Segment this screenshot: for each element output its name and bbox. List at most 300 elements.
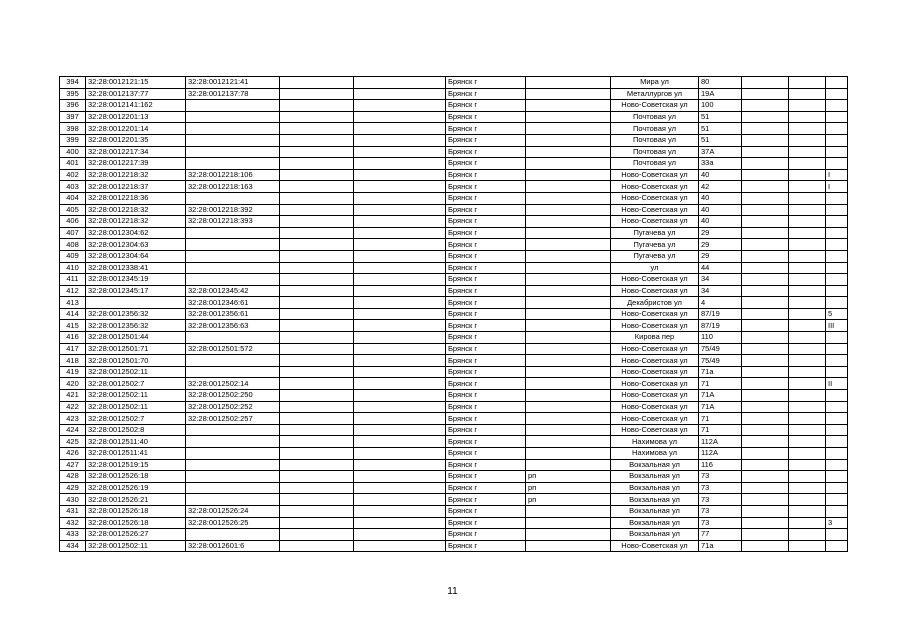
table-cell: Ново-Советская ул — [611, 390, 699, 402]
table-cell — [354, 343, 446, 355]
table-cell — [742, 250, 789, 262]
table-cell — [354, 378, 446, 390]
table-cell — [789, 88, 826, 100]
table-cell — [280, 169, 354, 181]
table-cell: 404 — [60, 192, 86, 204]
table-cell — [742, 494, 789, 506]
table-row — [60, 378, 848, 390]
table-cell — [826, 343, 848, 355]
table-cell: III — [826, 320, 848, 332]
table-cell: 4 — [699, 297, 742, 309]
table-cell — [826, 529, 848, 541]
table-cell — [280, 413, 354, 425]
table-cell: Ново-Советская ул — [611, 181, 699, 193]
table-cell: Ново-Советская ул — [611, 320, 699, 332]
table-cell — [826, 448, 848, 460]
table-row — [60, 320, 848, 332]
table-cell — [789, 77, 826, 89]
table-cell — [742, 274, 789, 286]
table-cell: II — [826, 378, 848, 390]
table-cell: Брянск г — [446, 227, 526, 239]
table-cell — [826, 366, 848, 378]
table-cell — [354, 494, 446, 506]
table-cell: 51 — [699, 134, 742, 146]
table-cell: 32:28:0012356:32 — [86, 320, 186, 332]
table-cell: 32:28:0012345:42 — [186, 285, 280, 297]
table-cell: 32:28:0012526:18 — [86, 471, 186, 483]
table-cell: 32:28:0012356:32 — [86, 308, 186, 320]
table-cell: Нахимова ул — [611, 436, 699, 448]
table-cell — [826, 436, 848, 448]
table-cell — [826, 390, 848, 402]
table-cell — [742, 285, 789, 297]
table-cell — [826, 262, 848, 274]
table-cell — [526, 332, 611, 344]
table-cell: 32:28:0012511:40 — [86, 436, 186, 448]
table-cell — [526, 192, 611, 204]
table-cell — [280, 262, 354, 274]
table-cell — [526, 401, 611, 413]
table-cell: 428 — [60, 471, 86, 483]
table-cell — [280, 227, 354, 239]
table-cell — [186, 227, 280, 239]
table-cell — [742, 436, 789, 448]
table-cell — [354, 169, 446, 181]
table-cell: рп — [526, 482, 611, 494]
table-row — [60, 308, 848, 320]
table-cell — [280, 88, 354, 100]
table-row — [60, 123, 848, 135]
table-cell — [186, 529, 280, 541]
table-cell — [742, 366, 789, 378]
table-cell — [280, 482, 354, 494]
table-cell: 32:28:0012526:27 — [86, 529, 186, 541]
table-cell — [789, 111, 826, 123]
table-cell — [186, 436, 280, 448]
table-cell: 51 — [699, 123, 742, 135]
table-cell — [526, 181, 611, 193]
table-row — [60, 204, 848, 216]
table-cell: Ново-Советская ул — [611, 355, 699, 367]
table-cell — [280, 297, 354, 309]
table-cell — [826, 413, 848, 425]
table-cell — [826, 250, 848, 262]
table-row — [60, 169, 848, 181]
table-cell: Брянск г — [446, 529, 526, 541]
table-cell: 29 — [699, 227, 742, 239]
table-cell: 419 — [60, 366, 86, 378]
table-cell — [789, 274, 826, 286]
table-cell — [742, 169, 789, 181]
table-row — [60, 134, 848, 146]
table-cell — [354, 482, 446, 494]
table-cell: 414 — [60, 308, 86, 320]
table-cell: 71А — [699, 401, 742, 413]
table-cell — [826, 482, 848, 494]
table-cell — [742, 378, 789, 390]
table-cell: 413 — [60, 297, 86, 309]
table-cell: 40 — [699, 192, 742, 204]
table-cell: 32:28:0012526:21 — [86, 494, 186, 506]
table-cell: 424 — [60, 424, 86, 436]
table-cell: 32:28:0012526:18 — [86, 517, 186, 529]
table-cell — [526, 239, 611, 251]
table-cell — [789, 158, 826, 170]
table-cell — [789, 482, 826, 494]
table-cell: 416 — [60, 332, 86, 344]
table-cell — [826, 424, 848, 436]
table-cell — [280, 366, 354, 378]
table-cell — [742, 413, 789, 425]
table-row — [60, 285, 848, 297]
table-cell: Брянск г — [446, 169, 526, 181]
table-cell — [789, 297, 826, 309]
table-cell — [789, 355, 826, 367]
table-cell: 110 — [699, 332, 742, 344]
table-cell: 32:28:0012502:11 — [86, 390, 186, 402]
table-cell: Брянск г — [446, 448, 526, 460]
table-cell — [526, 517, 611, 529]
table-cell: 32:28:0012201:13 — [86, 111, 186, 123]
table-cell — [86, 297, 186, 309]
table-cell: Брянск г — [446, 482, 526, 494]
table-cell: 397 — [60, 111, 86, 123]
table-cell — [280, 355, 354, 367]
table-cell: 400 — [60, 146, 86, 158]
table-cell — [789, 181, 826, 193]
table-cell: 409 — [60, 250, 86, 262]
table-cell — [789, 216, 826, 228]
table-cell: 32:28:0012526:25 — [186, 517, 280, 529]
table-cell: 19А — [699, 88, 742, 100]
table-cell — [789, 401, 826, 413]
table-cell — [280, 250, 354, 262]
table-cell: 71А — [699, 390, 742, 402]
table-cell: 32:28:0012502:257 — [186, 413, 280, 425]
table-cell: 32:28:0012526:19 — [86, 482, 186, 494]
table-cell — [789, 262, 826, 274]
table-row — [60, 459, 848, 471]
table-cell: 32:28:0012501:572 — [186, 343, 280, 355]
table-cell: 32:28:0012304:64 — [86, 250, 186, 262]
table-cell: 32:28:0012502:7 — [86, 378, 186, 390]
table-body — [60, 77, 848, 552]
table-cell: Ново-Советская ул — [611, 413, 699, 425]
table-cell — [826, 77, 848, 89]
table-cell — [280, 540, 354, 552]
table-cell: Брянск г — [446, 424, 526, 436]
table-cell — [280, 401, 354, 413]
table-cell — [526, 158, 611, 170]
table-cell — [826, 123, 848, 135]
table-cell — [742, 77, 789, 89]
table-cell — [280, 320, 354, 332]
table-cell: 32:28:0012217:39 — [86, 158, 186, 170]
table-cell — [526, 285, 611, 297]
table-cell — [354, 448, 446, 460]
table-cell: Брянск г — [446, 390, 526, 402]
table-cell — [354, 308, 446, 320]
table-cell — [742, 216, 789, 228]
table-cell — [789, 308, 826, 320]
table-cell: Ново-Советская ул — [611, 540, 699, 552]
table-cell: Брянск г — [446, 111, 526, 123]
table-cell — [186, 471, 280, 483]
table-cell — [354, 297, 446, 309]
table-row — [60, 424, 848, 436]
table-cell — [526, 169, 611, 181]
table-cell: 403 — [60, 181, 86, 193]
table-row — [60, 355, 848, 367]
table-cell — [526, 448, 611, 460]
table-cell — [526, 274, 611, 286]
table-row — [60, 366, 848, 378]
table-cell: Почтовая ул — [611, 123, 699, 135]
table-cell: Брянск г — [446, 436, 526, 448]
table-cell — [742, 204, 789, 216]
table-cell — [526, 111, 611, 123]
table-cell — [742, 482, 789, 494]
table-cell — [789, 540, 826, 552]
table-cell: 32:28:0012502:7 — [86, 413, 186, 425]
table-cell — [280, 192, 354, 204]
table-cell — [354, 158, 446, 170]
table-cell — [354, 285, 446, 297]
table-cell — [354, 262, 446, 274]
table-cell: Металлургов ул — [611, 88, 699, 100]
table-cell: Ново-Советская ул — [611, 285, 699, 297]
table-cell: Вокзальная ул — [611, 482, 699, 494]
table-cell — [186, 482, 280, 494]
table-cell — [826, 158, 848, 170]
table-cell — [186, 123, 280, 135]
table-cell — [789, 239, 826, 251]
table-cell: 396 — [60, 100, 86, 112]
property-table — [59, 76, 848, 552]
table-cell — [280, 123, 354, 135]
table-cell: 32:28:0012218:32 — [86, 204, 186, 216]
table-cell — [186, 134, 280, 146]
table-cell: Брянск г — [446, 494, 526, 506]
table-cell — [354, 88, 446, 100]
table-cell: Брянск г — [446, 262, 526, 274]
table-cell — [826, 459, 848, 471]
table-cell — [354, 239, 446, 251]
table-cell: ул — [611, 262, 699, 274]
table-cell — [280, 216, 354, 228]
table-cell — [742, 308, 789, 320]
table-cell: рп — [526, 471, 611, 483]
table-row — [60, 274, 848, 286]
table-row — [60, 529, 848, 541]
table-cell: Ново-Советская ул — [611, 204, 699, 216]
table-cell: 32:28:0012218:393 — [186, 216, 280, 228]
table-cell: Пугачева ул — [611, 227, 699, 239]
table-row — [60, 401, 848, 413]
table-cell — [826, 216, 848, 228]
table-cell: 32:28:0012217:34 — [86, 146, 186, 158]
table-cell — [789, 123, 826, 135]
table-cell — [526, 366, 611, 378]
table-cell — [526, 540, 611, 552]
table-cell: 406 — [60, 216, 86, 228]
table-cell — [826, 146, 848, 158]
table-cell — [742, 134, 789, 146]
table-cell — [826, 88, 848, 100]
table-cell — [280, 308, 354, 320]
table-cell — [742, 540, 789, 552]
table-cell — [742, 181, 789, 193]
table-cell — [742, 88, 789, 100]
table-cell: Вокзальная ул — [611, 494, 699, 506]
table-cell: 32:28:0012501:71 — [86, 343, 186, 355]
table-cell: 73 — [699, 505, 742, 517]
table-row — [60, 239, 848, 251]
table-cell: Брянск г — [446, 471, 526, 483]
table-cell: 32:28:0012218:32 — [86, 169, 186, 181]
table-cell — [280, 436, 354, 448]
table-cell: 116 — [699, 459, 742, 471]
table-cell — [789, 413, 826, 425]
table-cell: 32:28:0012201:14 — [86, 123, 186, 135]
table-cell — [742, 192, 789, 204]
table-cell: 426 — [60, 448, 86, 460]
table-cell: 32:28:0012338:41 — [86, 262, 186, 274]
table-cell — [186, 262, 280, 274]
table-cell — [280, 77, 354, 89]
table-cell: 32:28:0012137:78 — [186, 88, 280, 100]
table-cell — [280, 459, 354, 471]
table-row — [60, 111, 848, 123]
table-cell — [526, 436, 611, 448]
table-cell: 433 — [60, 529, 86, 541]
table-cell: 32:28:0012502:11 — [86, 366, 186, 378]
table-cell: Декабристов ул — [611, 297, 699, 309]
table-cell — [526, 204, 611, 216]
table-cell — [354, 227, 446, 239]
table-cell: 425 — [60, 436, 86, 448]
table-cell — [526, 77, 611, 89]
table-cell — [280, 204, 354, 216]
table-cell — [354, 100, 446, 112]
table-cell: 32:28:0012218:106 — [186, 169, 280, 181]
table-cell: Брянск г — [446, 123, 526, 135]
table-cell: 415 — [60, 320, 86, 332]
table-cell: 37А — [699, 146, 742, 158]
table-cell — [280, 471, 354, 483]
table-cell: 40 — [699, 216, 742, 228]
table-cell: 87/19 — [699, 320, 742, 332]
table-cell: 420 — [60, 378, 86, 390]
table-row — [60, 332, 848, 344]
table-cell — [186, 459, 280, 471]
table-cell — [354, 250, 446, 262]
table-cell — [186, 424, 280, 436]
table-cell: Вокзальная ул — [611, 517, 699, 529]
table-cell — [186, 448, 280, 460]
table-cell: 32:28:0012218:32 — [86, 216, 186, 228]
table-cell — [354, 517, 446, 529]
table-cell — [280, 239, 354, 251]
table-cell: Мира ул — [611, 77, 699, 89]
table-row — [60, 181, 848, 193]
table-cell — [526, 123, 611, 135]
table-cell: 32:28:0012201:35 — [86, 134, 186, 146]
table-cell: 73 — [699, 471, 742, 483]
table-cell: 429 — [60, 482, 86, 494]
table-cell: 32:28:0012526:18 — [86, 505, 186, 517]
table-cell — [354, 123, 446, 135]
table-cell: Ново-Советская ул — [611, 401, 699, 413]
table-cell: 32:28:0012218:163 — [186, 181, 280, 193]
table-cell — [354, 77, 446, 89]
table-cell — [526, 227, 611, 239]
table-cell — [789, 134, 826, 146]
table-cell — [186, 355, 280, 367]
table-cell — [354, 355, 446, 367]
table-cell — [186, 192, 280, 204]
table-cell — [789, 332, 826, 344]
table-cell — [526, 355, 611, 367]
table-cell: 402 — [60, 169, 86, 181]
table-cell: 32:28:0012502:250 — [186, 390, 280, 402]
table-row — [60, 250, 848, 262]
table-cell: Брянск г — [446, 343, 526, 355]
table-cell — [280, 158, 354, 170]
table-cell — [280, 505, 354, 517]
table-cell: Почтовая ул — [611, 158, 699, 170]
table-cell: 32:28:0012502:11 — [86, 401, 186, 413]
table-cell: 32:28:0012356:63 — [186, 320, 280, 332]
table-cell: 32:28:0012345:19 — [86, 274, 186, 286]
table-row — [60, 100, 848, 112]
table-cell: Брянск г — [446, 540, 526, 552]
table-cell: 112А — [699, 436, 742, 448]
table-cell: 5 — [826, 308, 848, 320]
table-cell: Брянск г — [446, 308, 526, 320]
table-cell — [742, 529, 789, 541]
table-cell: Ново-Советская ул — [611, 343, 699, 355]
table-cell — [826, 285, 848, 297]
table-cell: Брянск г — [446, 366, 526, 378]
table-cell: Нахимова ул — [611, 448, 699, 460]
table-cell: 407 — [60, 227, 86, 239]
table-cell: 401 — [60, 158, 86, 170]
table-cell: 73 — [699, 517, 742, 529]
table-cell — [354, 274, 446, 286]
table-cell — [280, 424, 354, 436]
table-cell: Ново-Советская ул — [611, 378, 699, 390]
table-cell — [742, 390, 789, 402]
table-cell — [354, 181, 446, 193]
table-cell — [742, 100, 789, 112]
table-row — [60, 297, 848, 309]
table-cell — [354, 424, 446, 436]
table-cell: Брянск г — [446, 297, 526, 309]
table-cell — [742, 111, 789, 123]
table-cell: Брянск г — [446, 77, 526, 89]
table-cell — [354, 134, 446, 146]
table-cell: I — [826, 169, 848, 181]
table-cell — [526, 134, 611, 146]
table-cell — [742, 320, 789, 332]
table-cell — [186, 146, 280, 158]
table-cell — [789, 192, 826, 204]
table-cell — [789, 436, 826, 448]
table-cell — [789, 424, 826, 436]
table-cell — [186, 100, 280, 112]
table-cell: Почтовая ул — [611, 146, 699, 158]
